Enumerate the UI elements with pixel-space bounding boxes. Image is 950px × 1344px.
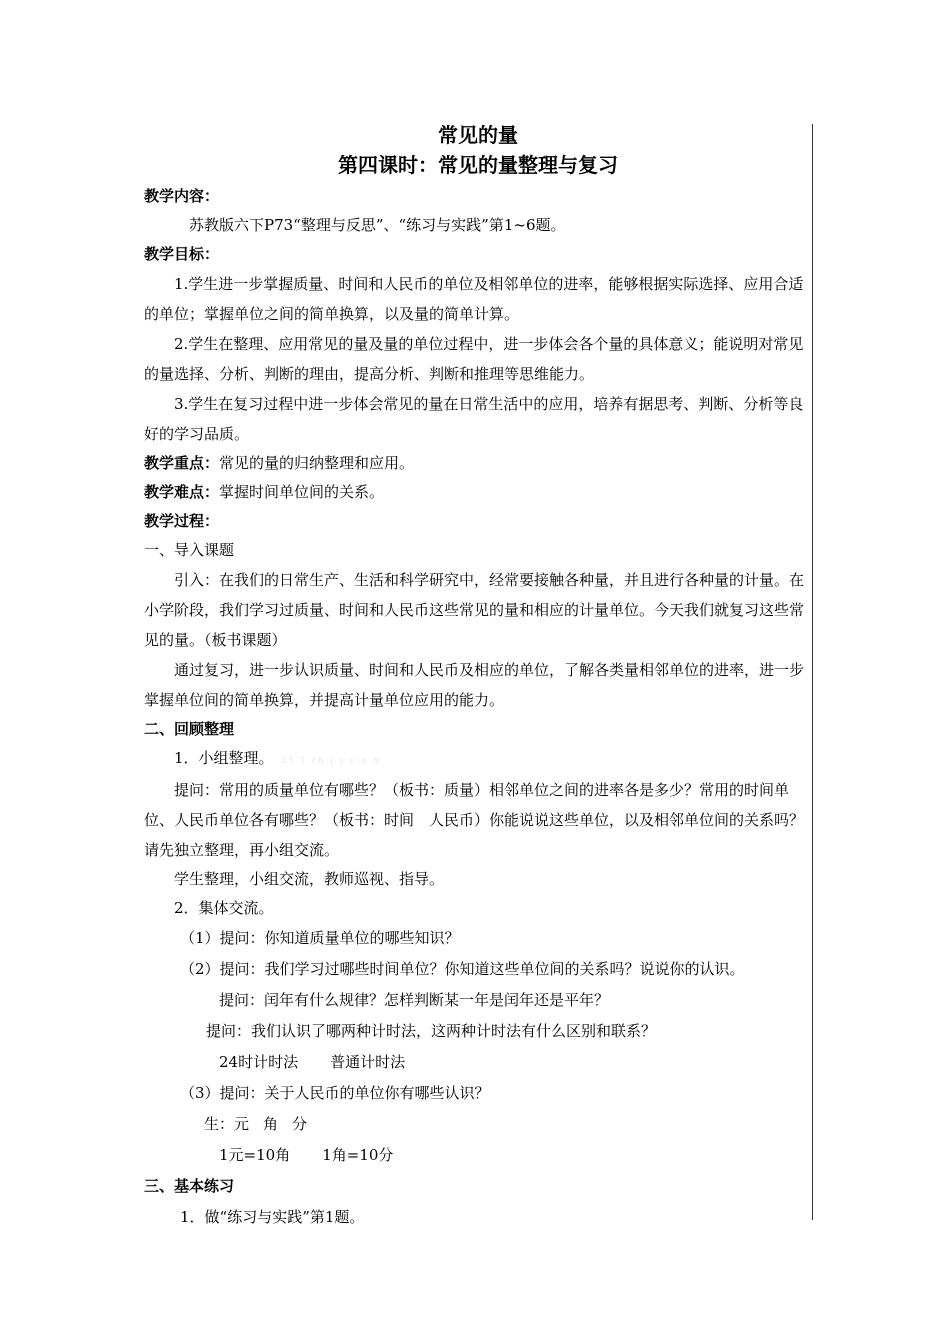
answer-label: 生： [204,1115,235,1133]
content-heading: 教学内容： [144,187,220,205]
page-margin-rule [812,124,813,1220]
unit-jiao: 角 [263,1115,279,1133]
currency-equations [144,1140,812,1171]
equation-yuan-jiao: 1元=10角 [219,1146,291,1164]
difficulty-text: 掌握时间单位间的关系。 [219,483,385,501]
s2-note: 学生整理，小组交流，教师巡视、指导。 [174,870,445,888]
question-1: （1）提问：你知道质量单位的哪些知识？ [180,929,460,947]
unit-yuan: 元 [234,1115,250,1133]
lesson-subtitle: 第四课时：常见的量整理与复习 [338,153,618,177]
s2-question: 提问：常用的质量单位有哪些？（板书：质量）相邻单位之间的进率各是多少？常用的时间单位、人民币单位各有哪些？（板书：时间 人民币）你能说说这些单位，以及相邻单位间的关系吗？请先独立整理，再小组交流。 [144,781,805,859]
time-24-hour: 24时计时法 [219,1053,299,1071]
unit-fen: 分 [292,1115,308,1133]
question-3: （3）提问：关于人民币的单位你有哪些认识？ [180,1084,490,1102]
s2-item-2: 2．集体交流。 [174,899,274,917]
intro-paragraph-2: 通过复习，进一步认识质量、时间和人民币及相应的单位，了解各类量相邻单位的进率，进一步掌握单位间的简单换算，并提高计量单位应用的能力。 [144,661,805,709]
document-title: 常见的量 [438,123,518,147]
goals-heading: 教学目标： [144,245,220,263]
s3-item-1: 1．做“练习与实践”第1题。 [180,1208,365,1226]
goal-3: 3.学生在复习过程中进一步体会常见的量在日常生活中的应用，培养有据思考、判断、分析等良好的学习品质。 [144,395,804,443]
content-text: 苏教版六下P73“整理与反思”、“练习与实践”第1~6题。 [189,216,566,234]
document-body [144,120,812,1233]
s2-item-1 [144,744,812,775]
question-2a: 提问：闰年有什么规律？怎样判断某一年是闰年还是平年？ [219,991,610,1009]
process-heading: 教学过程： [144,512,220,530]
key-point [144,449,812,478]
goal-1: 1.学生进一步掌握质量、时间和人民币的单位及相邻单位的进率，能够根据实际选择、应用合适的单位；掌握单位之间的简单换算，以及量的简单计算。 [144,275,804,323]
time-systems [144,1047,812,1078]
question-2: （2）提问：我们学习过哪些时间单位？你知道这些单位间的关系吗？说说你的认识。 [180,960,745,978]
equation-jiao-fen: 1角=10分 [322,1146,394,1164]
question-2b: 提问：我们认识了哪两种计时法，这两种计时法有什么区别和联系？ [206,1022,657,1040]
difficulty-label: 教学难点： [144,483,220,501]
currency-units [144,1109,812,1140]
intro-paragraph-1: 引入：在我们的日常生产、生活和科学研究中，经常要接触各种量，并且进行各种量的计量。在小学阶段，我们学习过质量、时间和人民币这些常见的量和相应的计量单位。今天我们就复习这些常见的量。（板书课题） [144,571,805,649]
difficulty-point [144,478,812,507]
key-point-text: 常见的量的归纳整理和应用。 [219,454,415,472]
section-3-title: 三、基本练习 [144,1177,235,1195]
goal-2: 2.学生在整理、应用常见的量及量的单位过程中，进一步体会各个量的具体意义；能说明对常见的量选择、分析、判断的理由，提高分析、判断和推理等思维能力。 [144,335,804,383]
watermark-text: 21·1·cn·j·y·c·o·m [281,756,383,765]
section-2-title: 二、回顾整理 [144,720,235,738]
section-1-title: 一、导入课题 [144,541,235,559]
s2-item-1-text: 1．小组整理。 [174,749,274,767]
key-point-label: 教学重点： [144,454,220,472]
time-12-hour: 普通计时法 [330,1053,406,1071]
